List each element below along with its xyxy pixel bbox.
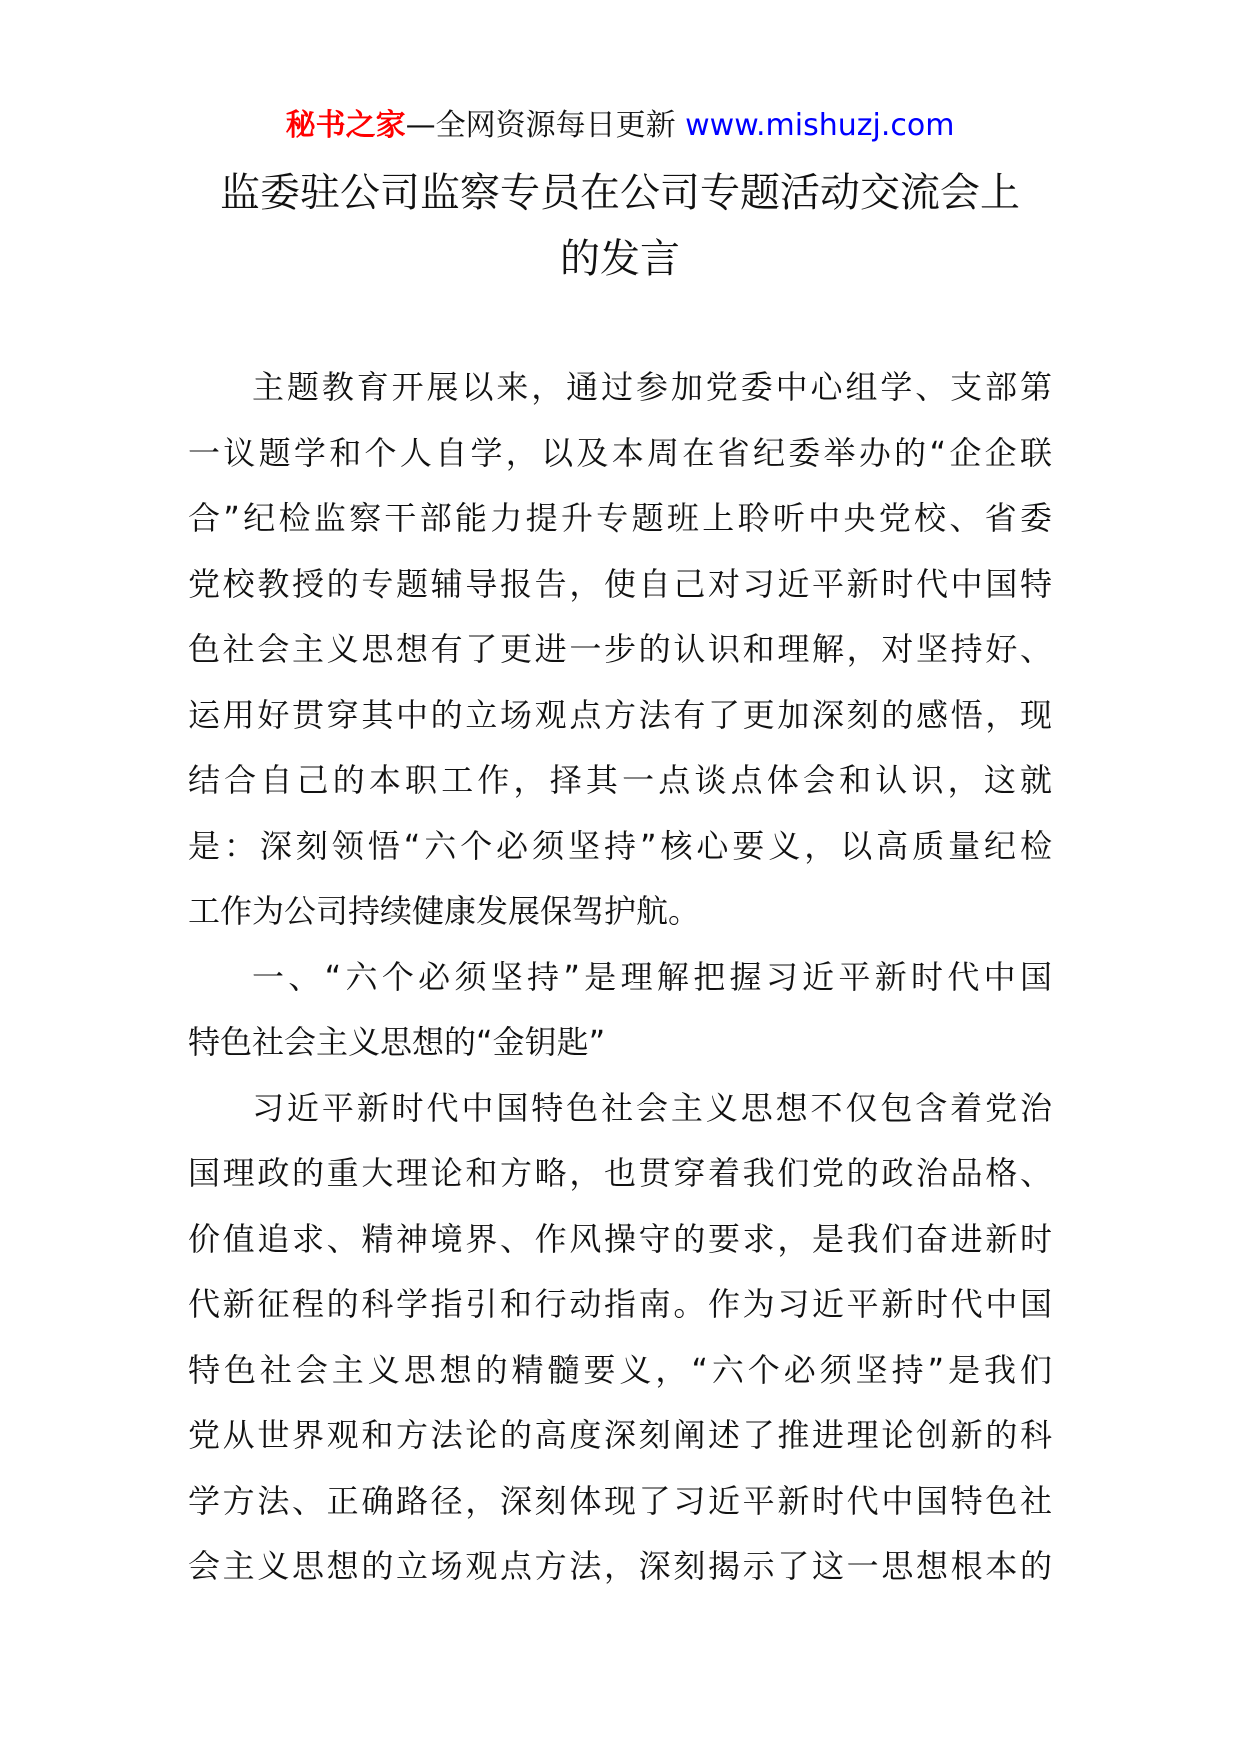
body-line: 结合自己的本职工作，择其一点谈点体会和认识，这就	[188, 761, 1052, 799]
body-line: 合”纪检监察干部能力提升专题班上聆听中央党校、省委	[188, 499, 1052, 537]
title-line-2: 的发言	[560, 236, 680, 282]
section-heading-line: 一、“六个必须坚持”是理解把握习近平新时代中国	[252, 957, 1052, 996]
body-line: 色社会主义思想有了更进一步的认识和理解，对坚持好、	[188, 630, 1052, 668]
body-line: 主题教育开展以来，通过参加党委中心组学、支部第	[252, 368, 1052, 406]
brand-name: 秘书之家	[285, 108, 406, 143]
body-line: 一议题学和个人自学，以及本周在省纪委举办的“企企联	[188, 433, 1052, 472]
body-line: 工作为公司持续健康发展保驾护航。	[188, 892, 701, 930]
title-line-1: 监委驻公司监察专员在公司专题活动交流会上	[220, 170, 1020, 216]
body-line: 国理政的重大理论和方略，也贯穿着我们党的政治品格、	[188, 1154, 1052, 1192]
body-line: 党从世界观和方法论的高度深刻阐述了推进理论创新的科	[188, 1416, 1052, 1454]
site-header	[0, 98, 1240, 154]
body-line: 习近平新时代中国特色社会主义思想不仅包含着党治	[252, 1088, 1052, 1127]
body-line: 代新征程的科学指引和行动指南。作为习近平新时代中国	[188, 1285, 1052, 1323]
body-line: 运用好贯穿其中的立场观点方法有了更加深刻的感悟，现	[188, 695, 1052, 734]
body-line: 党校教授的专题辅导报告，使自己对习近平新时代中国特	[188, 564, 1052, 603]
body-line: 是：深刻领悟“六个必须坚持”核心要义，以高质量纪检	[188, 826, 1052, 865]
body-line: 特色社会主义思想的精髓要义，“六个必须坚持”是我们	[188, 1350, 1052, 1389]
body-line: 会主义思想的立场观点方法，深刻揭示了这一思想根本的	[188, 1547, 1052, 1585]
site-url-link[interactable]: www.mishuzj.com	[685, 108, 955, 143]
header-tagline: —全网资源每日更新	[405, 108, 676, 143]
body-line: 学方法、正确路径，深刻体现了习近平新时代中国特色社	[188, 1481, 1052, 1520]
body-line: 价值追求、精神境界、作风操守的要求，是我们奋进新时	[188, 1219, 1052, 1258]
document-title	[170, 160, 1070, 292]
section-heading-line: 特色社会主义思想的“金钥匙”	[188, 1023, 606, 1061]
document-body	[188, 355, 1052, 1600]
